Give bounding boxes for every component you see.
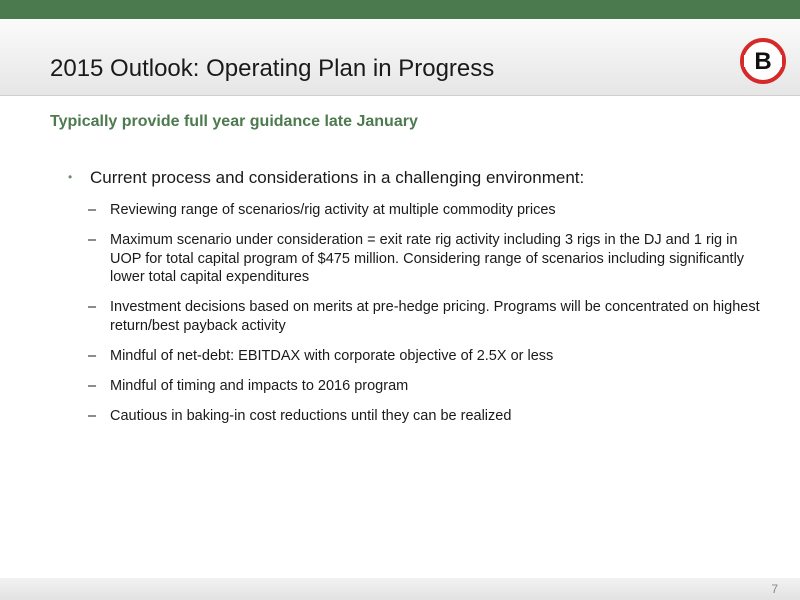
sub-bullet-item [88,201,768,220]
sub-bullet-item [88,298,768,335]
top-accent-bar [0,0,800,19]
header-divider [0,95,800,96]
sub-bullet-text: Reviewing range of scenarios/rig activity at multiple commodity prices [110,202,556,218]
sub-bullet-item [88,407,768,426]
dash-marker: – [88,202,97,218]
dash-marker: – [88,347,97,364]
dash-marker: – [88,232,97,248]
bullet-marker: • [68,170,73,184]
dash-marker: – [88,407,97,424]
sub-bullet-text: Mindful of net-debt: EBITDAX with corporate objective of 2.5X or less [110,347,554,364]
company-logo-icon [740,38,786,84]
main-bullet-text: Current process and considerations in a challenging environment: [90,168,585,187]
sub-bullet-text: Cautious in baking-in cost reductions until they can be realized [110,407,512,424]
sub-bullet-text: Investment decisions based on merits at pre-hedge pricing. Programs will be concentrated on highest return/best payback activity [110,299,760,334]
sub-bullet-item [88,231,768,287]
sub-bullet-text: Mindful of timing and impacts to 2016 program [110,377,409,394]
footer-band [0,578,800,600]
sub-bullet-text: Maximum scenario under consideration = exit rate rig activity including 3 rigs in the DJ and 1 rig in UOP for total capital program of $475 million. Considering range of scenarios including significantly lower total capital expenditures [110,232,745,285]
page-number: 7 [771,582,778,596]
slide-subtitle: Typically provide full year guidance late January [50,113,418,130]
dash-marker: – [88,299,97,315]
logo-letter: B [754,48,772,75]
sub-bullet-list [88,201,768,437]
dash-marker: – [88,377,97,394]
sub-bullet-item [88,347,768,366]
sub-bullet-item [88,377,768,396]
slide-title: 2015 Outlook: Operating Plan in Progress [50,55,495,82]
